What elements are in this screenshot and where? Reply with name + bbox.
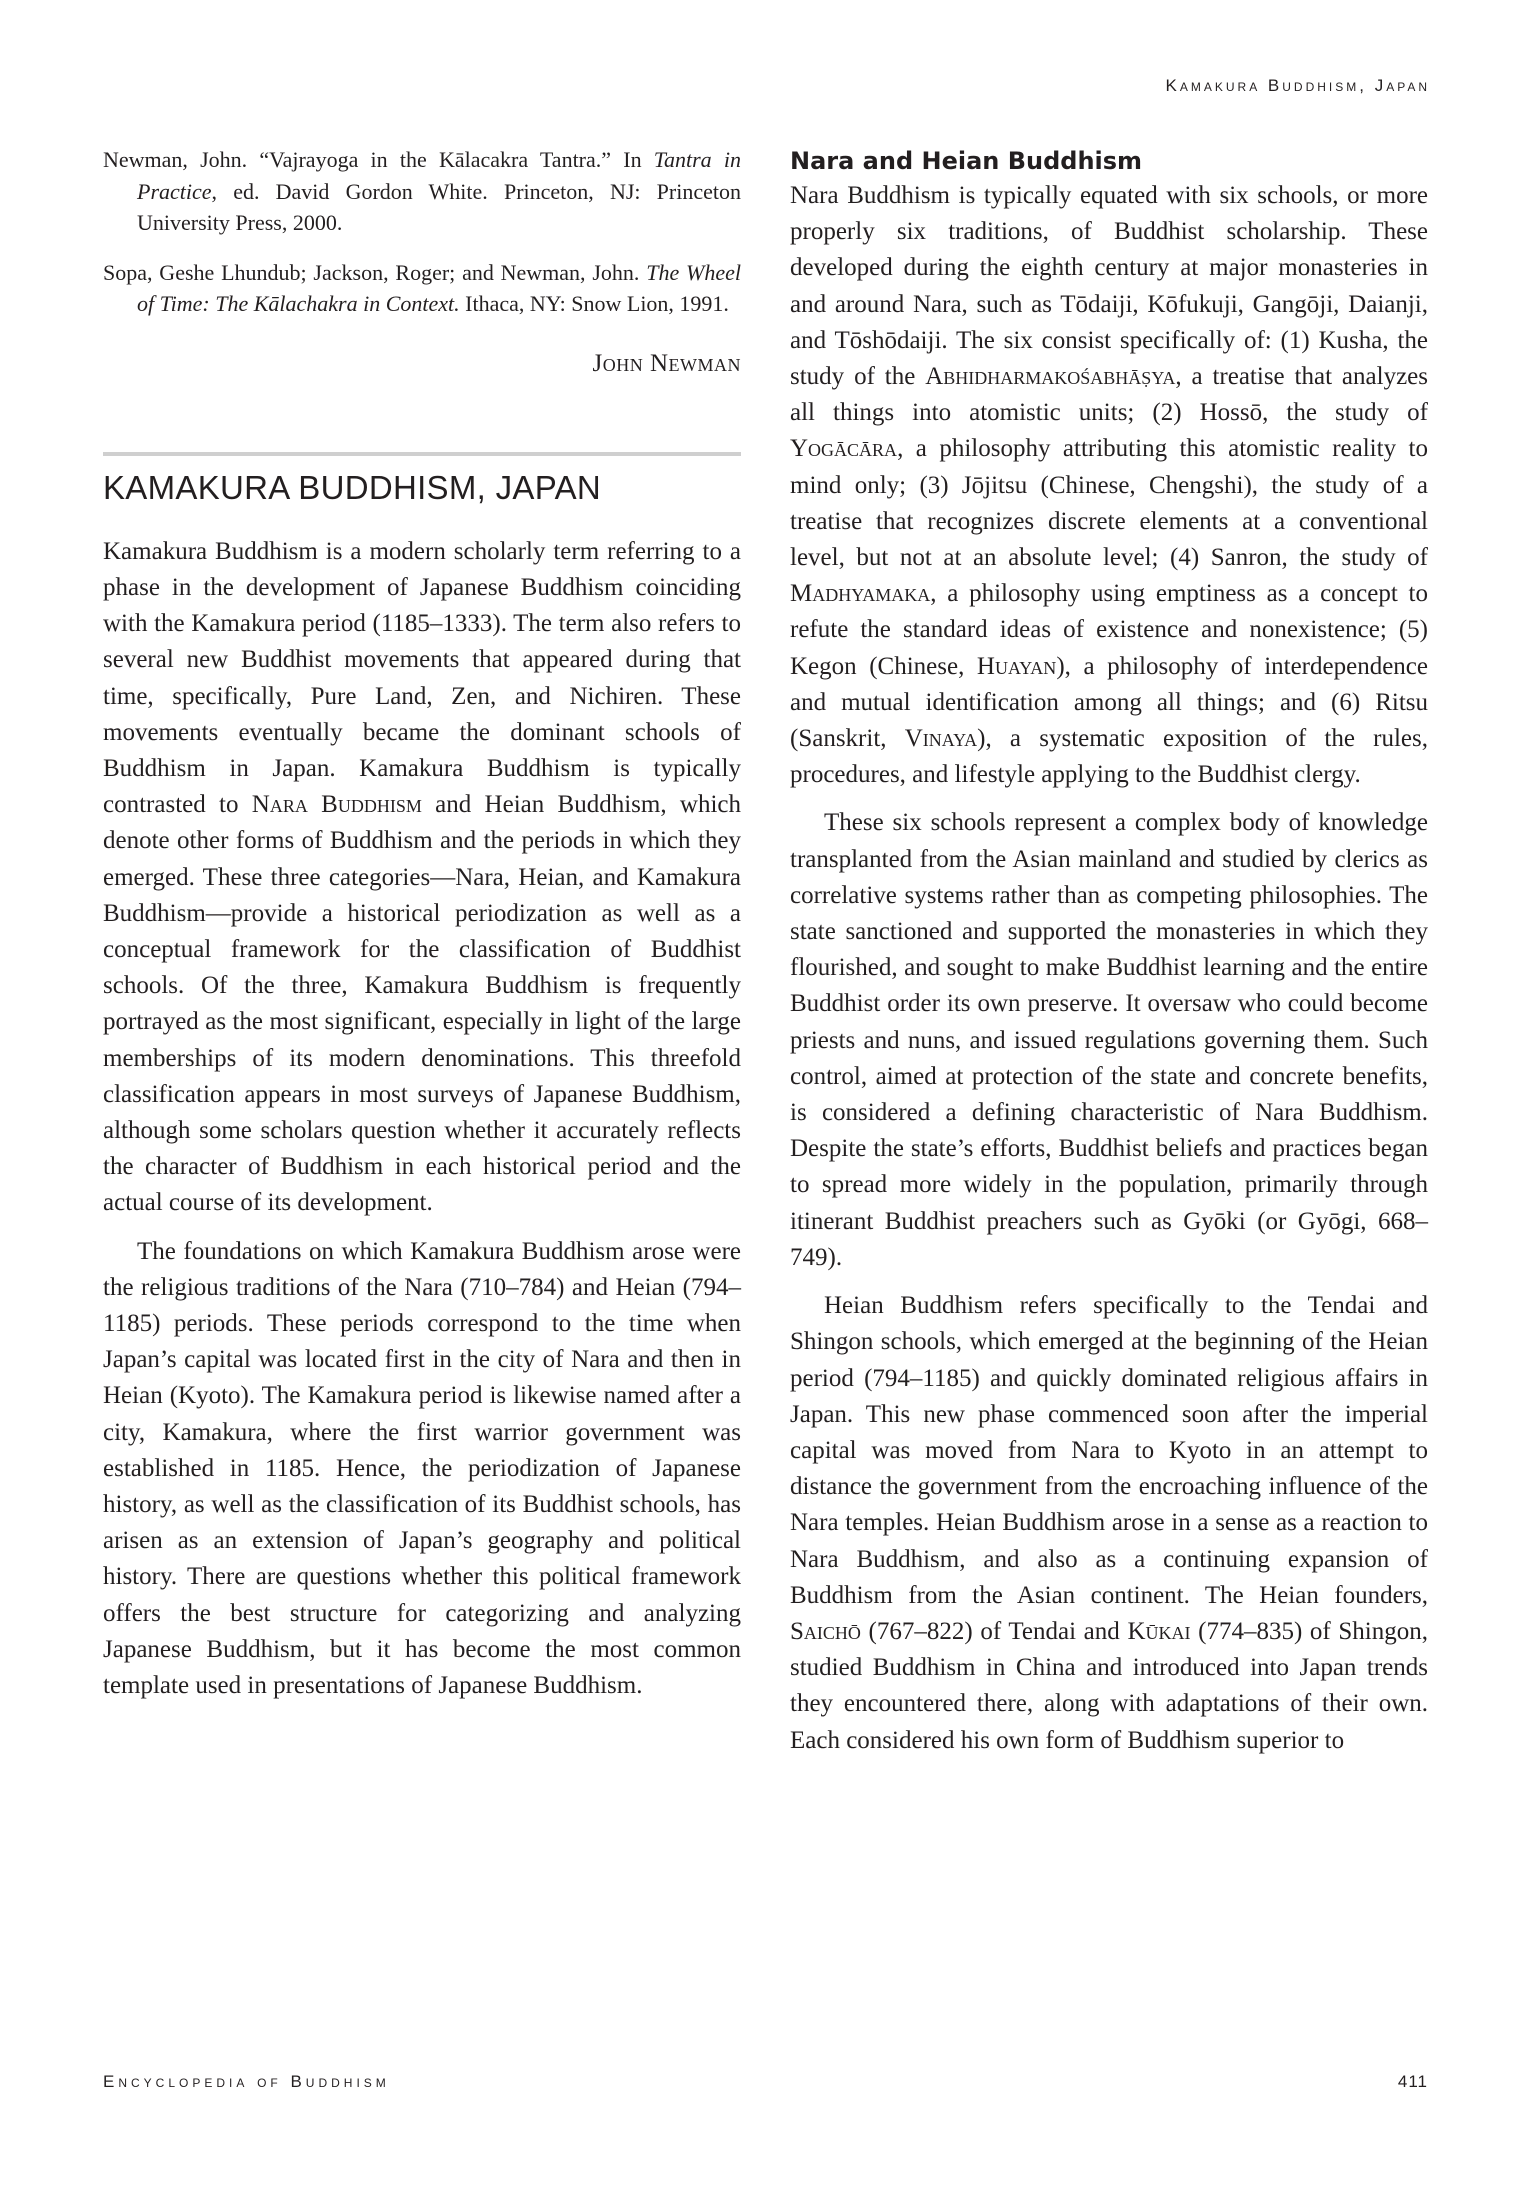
text-run: , a philosophy attributing this atomistic reality to mind only; (3) Jōjitsu (Chinese, Chengshi), the study of a treatise that recognizes discrete elements at a conventional level, but not at an absolute level; (4) Sanron, the study of <box>790 435 1428 572</box>
text-run: ), a philosophy of interdependence and mutual identification among all things; and (6) Ritsu (Sanskrit, <box>790 652 1428 753</box>
body-paragraph <box>790 1288 1428 1759</box>
text-run: (767–822) of Tendai and <box>860 1617 1128 1645</box>
contributor-signature: John Newman <box>592 349 741 377</box>
body-paragraph: These six schools represent a complex body of knowledge transplanted from the Asian mainland and studied by clerics as correlative systems rather than as competing philosophies. The state sanctioned and supported the monasteries in which they flourished, and sought to make Buddhist learning and the entire Buddhist order its own preserve. It oversaw who could become priests and nuns, and issued regulations governing them. Such control, aimed at protection of the state and concrete benefits, is considered a defining characteristic of Nara Buddhism. Despite the state’s efforts, Buddhist beliefs and practices began to spread more widely in the population, primarily through itinerant Buddhist preachers such as Gyōki (or Gyōgi, 668–749). <box>790 809 1428 1271</box>
publication-title: Encyclopedia of Buddhism <box>103 2072 390 2091</box>
bibliography-entry <box>103 257 741 320</box>
cross-reference-link[interactable]: Saichō <box>790 1617 861 1645</box>
page-number: 411 <box>1397 2072 1428 2091</box>
entry-title: KAMAKURA BUDDHISM, JAPAN <box>103 468 602 506</box>
ref-publication: Ithaca, NY: Snow Lion, 1991. <box>459 291 729 316</box>
ref-title: The Wheel of Time: The Kālachakra in Context. <box>137 259 741 316</box>
ref-author: Newman, John. <box>103 147 260 172</box>
text-run: , a philosophy using emptiness as a concept to refute the standard ideas of existence and nonexistence; (5) Kegon (Chinese, <box>790 580 1428 680</box>
cross-reference-link[interactable]: Yogācāra <box>790 435 898 463</box>
cross-reference-link[interactable]: Vinaya <box>904 725 978 753</box>
text-run: and Heian Buddhism, which denote other forms of Buddhism and the periods in which they emerged. These three categories—Nara, Heian, and Kamakura Buddhism—provide a historical periodization as well as a conceptual framework for the classification of Buddhist schools. Of the three, Kamakura Buddhism is frequently portrayed as the most significant, especially in light of the large memberships of its modern denominations. This threefold classification appears in most surveys of Japanese Buddhism, although some scholars question whether it accurately reflects the character of Buddhism in each historical period and the actual course of its development. <box>103 791 741 1217</box>
cross-reference-link[interactable]: Huayan <box>976 652 1057 680</box>
text-run: , a treatise that analyzes all things into atomistic units; (2) Hossō, the study of <box>790 363 1428 427</box>
page-footer <box>103 2072 1428 2092</box>
ref-container: Tantra in Practice <box>137 147 741 204</box>
cross-reference-link[interactable]: Madhyamaka <box>790 580 931 608</box>
cross-reference-link[interactable]: Nara Buddhism <box>251 791 422 819</box>
section-subheading: Nara and Heian Buddhism <box>790 147 1143 175</box>
bibliography-entry <box>103 144 741 239</box>
right-column <box>790 144 1428 1771</box>
cross-reference-link[interactable]: Kūkai <box>1127 1617 1191 1645</box>
ref-author: Sopa, Geshe Lhundub; Jackson, Roger; and Newman, John. <box>103 259 647 285</box>
text-run: Nara Buddhism is typically equated with six schools, or more properly six traditions, of Buddhist scholarship. These developed during the eighth century at major monasteries in and around Nara, such as Tōdaiji, Kōfukuji, Gangōji, Daianji, and Tōshōdaiji. The six consist specifically of: (1) Kusha, the study of the <box>790 182 1428 391</box>
ref-publication: , ed. David Gordon White. Princeton, NJ: Princeton University Press, 2000. <box>137 178 741 235</box>
running-head: Kamakura Buddhism, Japan <box>1165 76 1430 95</box>
ref-title: “Vajrayoga in the Kālacakra Tantra.” In <box>259 147 654 172</box>
body-paragraph <box>103 534 741 1222</box>
text-run: Kamakura Buddhism is a modern scholarly term referring to a phase in the development of Japanese Buddhism coinciding with the Kamakura period (1185–1333). The term also refers to several new Buddhist movements that appeared during that time, specifically, Pure Land, Zen, and Nichiren. These movements eventually became the dominant schools of Buddhism in Japan. Kamakura Buddhism is typically contrasted to <box>103 537 741 819</box>
body-paragraph <box>790 178 1428 793</box>
text-run: (774–835) of Shingon, studied Buddhism in China and introduced into Japan trends they encountered there, along with adaptations of their own. Each considered his own form of Buddhism superior to <box>790 1617 1428 1754</box>
text-run: ), a systematic exposition of the rules, procedures, and lifestyle applying to the Buddhist clergy. <box>790 725 1428 789</box>
body-paragraph: The foundations on which Kamakura Buddhism arose were the religious traditions of the Nara (710–784) and Heian (794–1185) periods. These periods correspond to the time when Japan’s capital was located first in the city of Nara and then in Heian (Kyoto). The Kamakura period is likewise named after a city, Kamakura, where the first warrior government was established in 1185. Hence, the periodization of Japanese history, as well as the classification of its Buddhist schools, has arisen as an extension of Japan’s geography and political history. There are questions whether this political framework offers the best structure for categorizing and analyzing Japanese Buddhism, but it has become the most common template used in presentations of Japanese Buddhism. <box>103 1237 741 1699</box>
cross-reference-link[interactable]: Abhidharmakośabhāṣya <box>925 363 1176 391</box>
text-run: Heian Buddhism refers specifically to the Tendai and Shingon schools, which emerged at the beginning of the Heian period (794–1185) and quickly dominated religious affairs in Japan. This new phase commenced soon after the imperial capital was moved from Nara to Kyoto in an attempt to distance the government from the encroaching influence of the Nara temples. Heian Buddhism arose in a sense as a reaction to Nara Buddhism, and also as a continuing expansion of Buddhism from the Asian continent. The Heian founders, <box>790 1292 1428 1609</box>
left-column <box>103 144 741 1716</box>
entry-divider <box>103 452 741 456</box>
